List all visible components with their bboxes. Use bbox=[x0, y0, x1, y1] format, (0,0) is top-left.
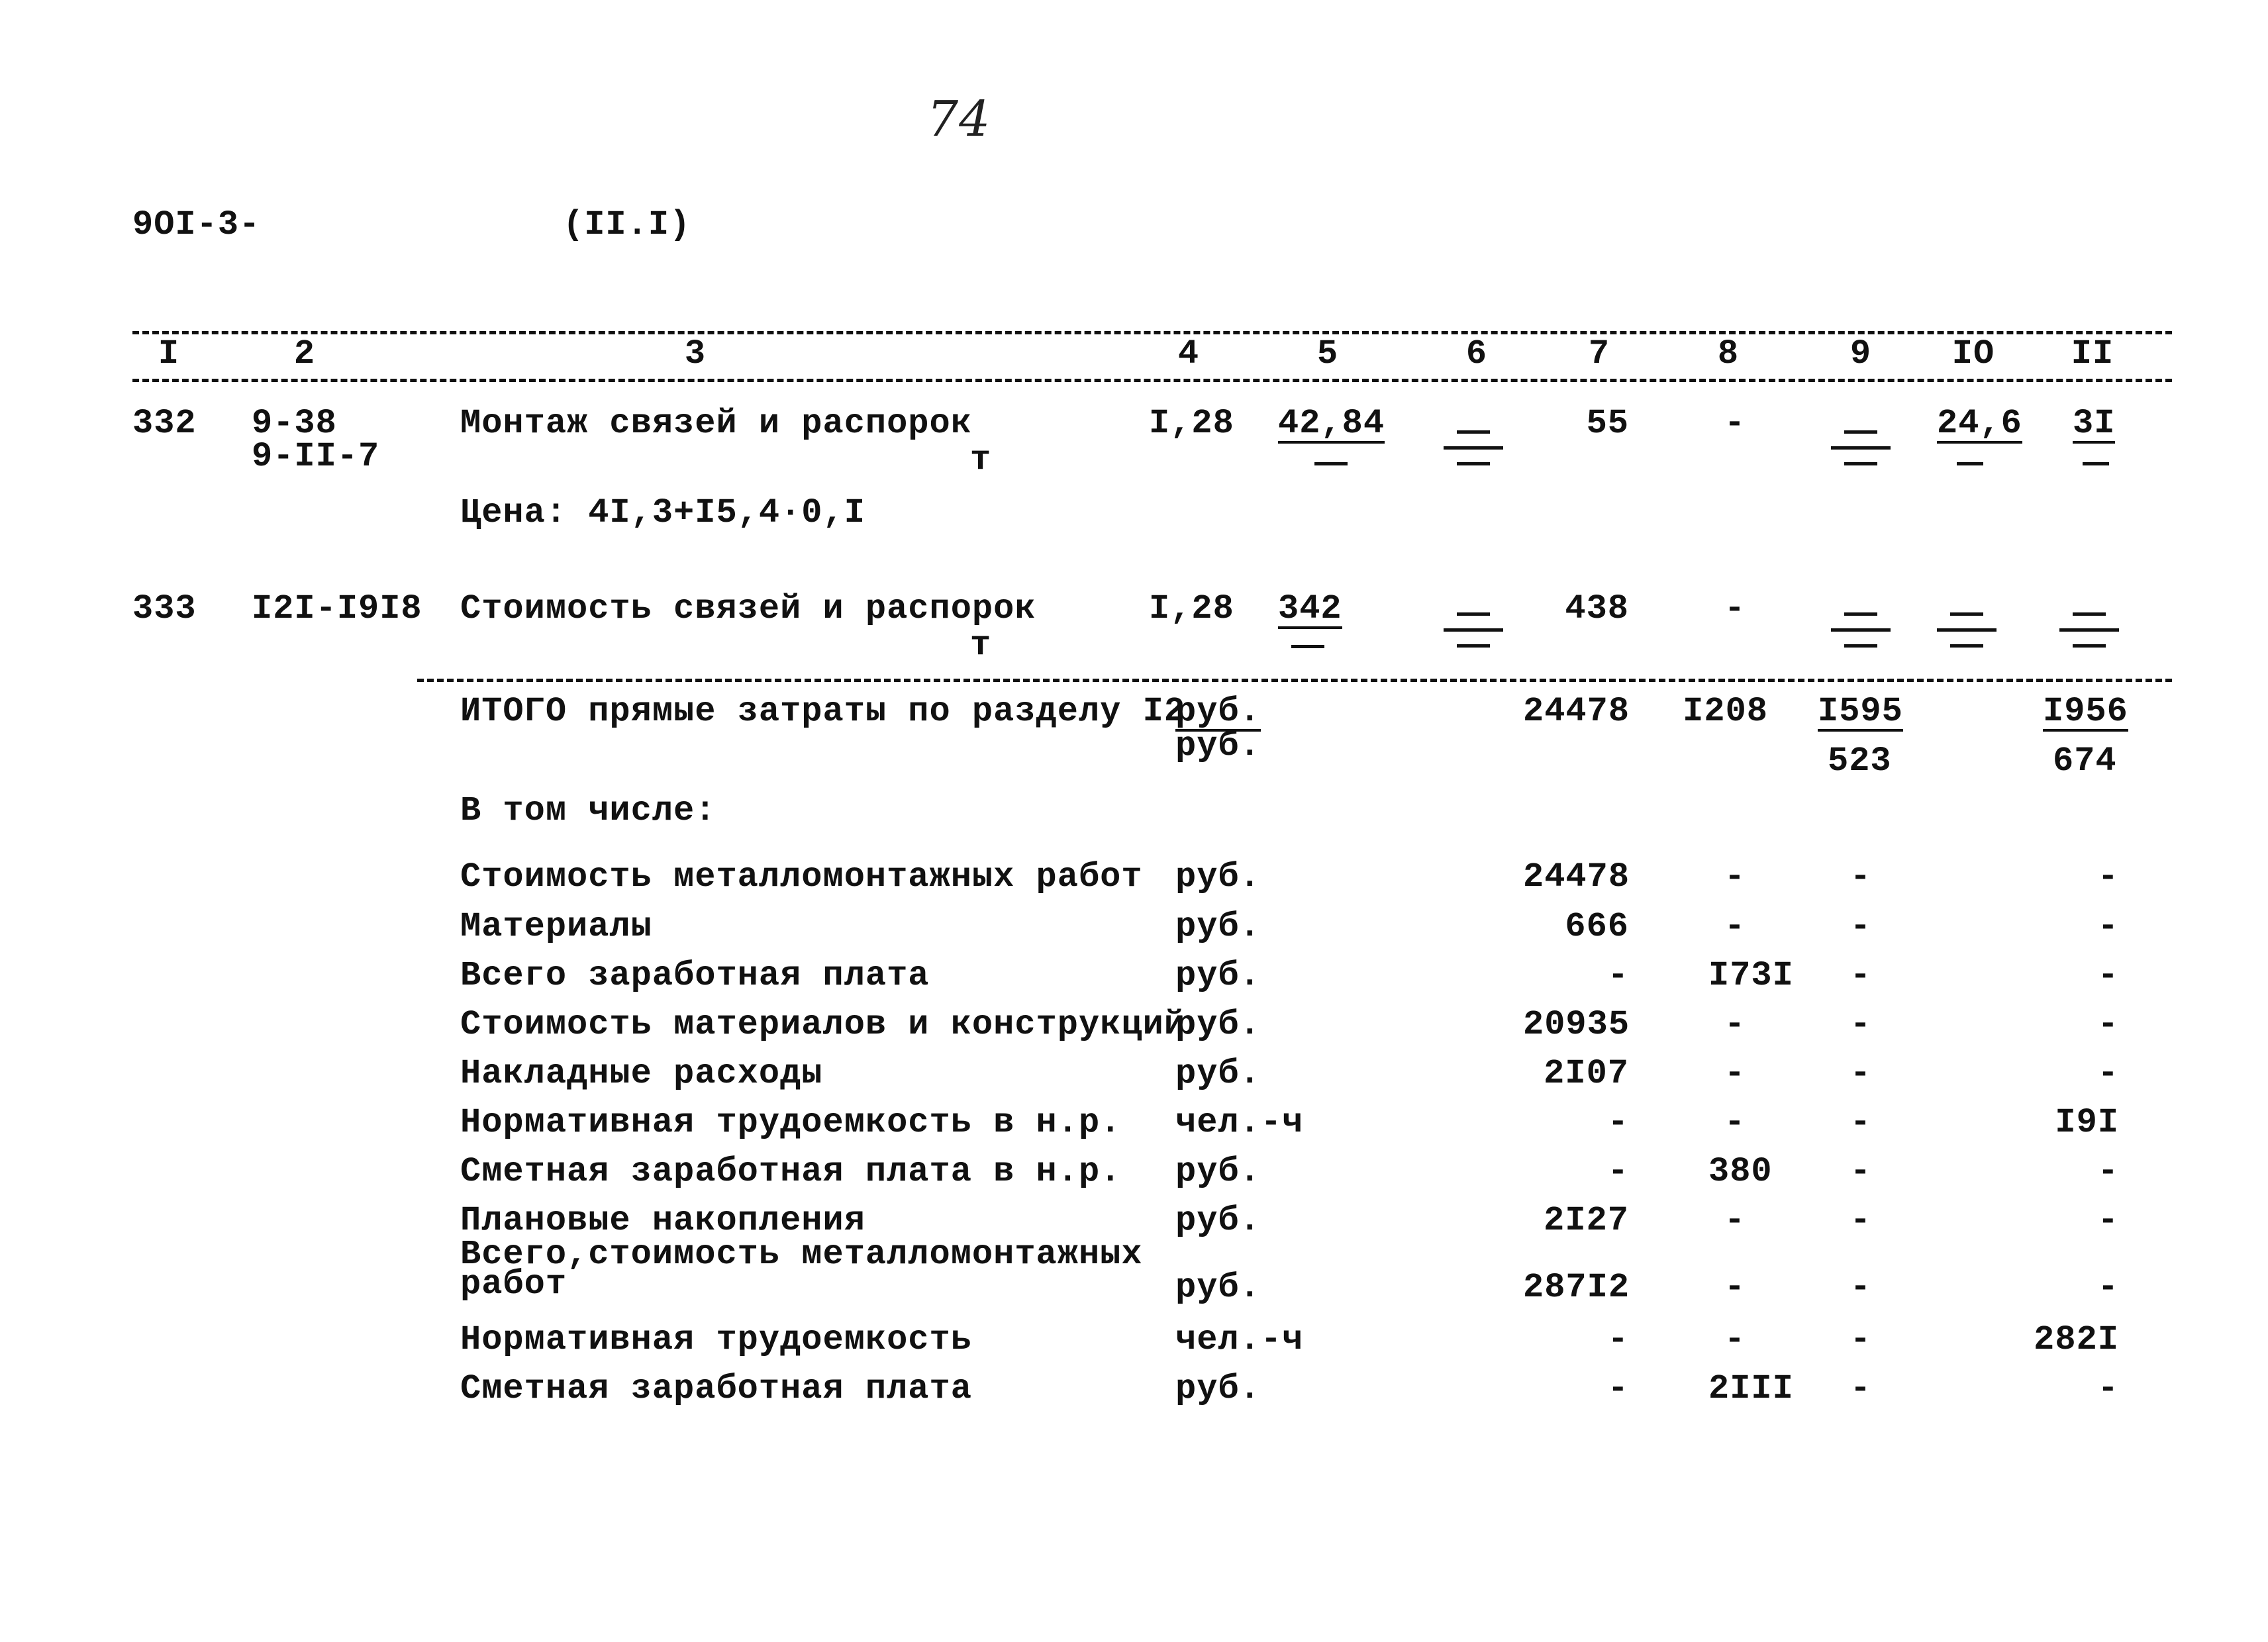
breakdown-row-8-col11: - bbox=[2097, 1268, 2119, 1307]
breakdown-row-3-col11: - bbox=[2097, 1005, 2119, 1044]
col-header-9: 9 bbox=[1849, 334, 1872, 373]
breakdown-row-10-label: Сметная заработная плата bbox=[460, 1369, 972, 1408]
row-332-code-1: 9-38 bbox=[252, 404, 337, 443]
row-333-col4: I,28 bbox=[1149, 589, 1234, 628]
including-label: В том числе: bbox=[460, 791, 716, 830]
breakdown-row-9-label: Нормативная трудоемкость bbox=[460, 1320, 972, 1359]
row-333-col5 bbox=[1278, 589, 1342, 629]
breakdown-row-9-col11: 282I bbox=[2034, 1320, 2119, 1359]
row-332-col10-bar bbox=[1957, 462, 1983, 465]
col-header-1: I bbox=[158, 334, 180, 373]
totals-rule bbox=[417, 679, 2172, 682]
breakdown-row-1-col8: - bbox=[1724, 907, 1746, 946]
breakdown-row-6-col7: - bbox=[1607, 1152, 1629, 1191]
row-333-col7: 438 bbox=[1565, 589, 1629, 628]
breakdown-row-6-col9: - bbox=[1849, 1152, 1872, 1191]
header-bottom-rule bbox=[132, 379, 2172, 382]
row-332-col5-value: 42,84 bbox=[1278, 404, 1385, 443]
total-unit-1-value: руб. bbox=[1175, 692, 1261, 731]
total-col9-top-value: I595 bbox=[1818, 692, 1903, 731]
row-332-col5-bar bbox=[1314, 462, 1348, 465]
breakdown-row-0-col8: - bbox=[1724, 857, 1746, 896]
row-332-col10-value: 24,6 bbox=[1937, 404, 2022, 443]
breakdown-row-4-col11: - bbox=[2097, 1054, 2119, 1093]
row-333-col5-value: 342 bbox=[1278, 589, 1342, 628]
breakdown-row-8-col9: - bbox=[1849, 1268, 1872, 1307]
col-header-8: 8 bbox=[1717, 334, 1740, 373]
document-code: 9OI-3- bbox=[132, 205, 261, 244]
breakdown-row-7-col7: 2I27 bbox=[1544, 1201, 1629, 1240]
row-332-col10 bbox=[1937, 404, 2022, 444]
row-333-col5-bar bbox=[1291, 645, 1324, 648]
breakdown-row-2-col11: - bbox=[2097, 956, 2119, 995]
breakdown-row-0-col9: - bbox=[1849, 857, 1872, 896]
total-label: ИТОГО прямые затраты по разделу I2 bbox=[460, 692, 1185, 731]
page-number: 74 bbox=[927, 91, 991, 148]
col-header-7: 7 bbox=[1588, 334, 1610, 373]
breakdown-row-2-col7: - bbox=[1607, 956, 1629, 995]
breakdown-row-8-label-cont: работ bbox=[460, 1265, 567, 1304]
breakdown-row-0-unit: руб. bbox=[1175, 857, 1261, 896]
row-332-price-note: Цена: 4I,3+I5,4·0,I bbox=[460, 493, 865, 532]
breakdown-row-8-col8: - bbox=[1724, 1268, 1746, 1307]
breakdown-row-5-col11: I9I bbox=[2055, 1103, 2119, 1142]
breakdown-row-2-label: Всего заработная плата bbox=[460, 956, 930, 995]
breakdown-row-9-col8: - bbox=[1724, 1320, 1746, 1359]
breakdown-row-3-unit: руб. bbox=[1175, 1005, 1261, 1044]
row-332-code-2: 9-II-7 bbox=[252, 437, 380, 476]
breakdown-row-4-unit: руб. bbox=[1175, 1054, 1261, 1093]
breakdown-row-2-col8: I73I bbox=[1708, 956, 1794, 995]
row-332-col8: - bbox=[1724, 404, 1746, 443]
breakdown-row-5-col7: - bbox=[1607, 1103, 1629, 1142]
total-col11-top bbox=[2043, 692, 2128, 732]
breakdown-row-10-col8: 2III bbox=[1708, 1369, 1794, 1408]
breakdown-row-7-label: Плановые накопления bbox=[460, 1201, 865, 1240]
breakdown-row-7-col9: - bbox=[1849, 1201, 1872, 1240]
breakdown-row-10-col9: - bbox=[1849, 1369, 1872, 1408]
breakdown-row-8-unit: руб. bbox=[1175, 1268, 1261, 1307]
breakdown-row-3-col7: 20935 bbox=[1523, 1005, 1630, 1044]
total-col9-top bbox=[1818, 692, 1903, 732]
row-332-col5 bbox=[1278, 404, 1385, 444]
row-332-col4: I,28 bbox=[1149, 404, 1234, 443]
breakdown-row-4-col9: - bbox=[1849, 1054, 1872, 1093]
breakdown-row-6-label: Сметная заработная плата в н.р. bbox=[460, 1152, 1122, 1191]
total-col7: 24478 bbox=[1523, 692, 1630, 731]
breakdown-row-3-col9: - bbox=[1849, 1005, 1872, 1044]
breakdown-row-0-col11: - bbox=[2097, 857, 2119, 896]
col-header-2: 2 bbox=[293, 334, 316, 373]
breakdown-row-8-label: Всего,стоимость металломонтажных bbox=[460, 1235, 1143, 1274]
row-333-code: I2I-I9I8 bbox=[252, 589, 422, 628]
breakdown-row-10-col11: - bbox=[2097, 1369, 2119, 1408]
breakdown-row-6-col8: 380 bbox=[1708, 1152, 1773, 1191]
breakdown-row-10-col7: - bbox=[1607, 1369, 1629, 1408]
row-333-unit: т bbox=[970, 626, 992, 665]
row-333-col8: - bbox=[1724, 589, 1746, 628]
breakdown-row-0-col7: 24478 bbox=[1523, 857, 1630, 896]
breakdown-row-7-col11: - bbox=[2097, 1201, 2119, 1240]
row-332-col7: 55 bbox=[1586, 404, 1629, 443]
breakdown-row-0-label: Стоимость металломонтажных работ bbox=[460, 857, 1143, 896]
total-unit-1 bbox=[1175, 692, 1261, 732]
row-333-number: 333 bbox=[132, 589, 197, 628]
breakdown-row-9-unit: чел.-ч bbox=[1175, 1320, 1304, 1359]
row-332-col11 bbox=[2073, 404, 2115, 444]
breakdown-row-9-col9: - bbox=[1849, 1320, 1872, 1359]
breakdown-row-2-unit: руб. bbox=[1175, 956, 1261, 995]
breakdown-row-1-col11: - bbox=[2097, 907, 2119, 946]
total-col8: I208 bbox=[1683, 692, 1768, 731]
total-col11-top-value: I956 bbox=[2043, 692, 2128, 731]
col-header-3: 3 bbox=[684, 334, 707, 373]
total-unit-2: руб. bbox=[1175, 726, 1261, 765]
row-332-number: 332 bbox=[132, 404, 197, 443]
breakdown-row-7-col8: - bbox=[1724, 1201, 1746, 1240]
row-332-name: Монтаж связей и распорок bbox=[460, 404, 972, 443]
breakdown-row-1-label: Материалы bbox=[460, 907, 652, 946]
breakdown-row-1-unit: руб. bbox=[1175, 907, 1261, 946]
breakdown-row-3-label: Стоимость материалов и конструкций bbox=[460, 1005, 1185, 1044]
row-332-unit: т bbox=[970, 440, 992, 479]
col-header-5: 5 bbox=[1316, 334, 1339, 373]
breakdown-row-6-col11: - bbox=[2097, 1152, 2119, 1191]
breakdown-row-4-label: Накладные расходы bbox=[460, 1054, 823, 1093]
col-header-11: II bbox=[2071, 334, 2114, 373]
breakdown-row-2-col9: - bbox=[1849, 956, 1872, 995]
breakdown-row-1-col7: 666 bbox=[1565, 907, 1629, 946]
row-333-name: Стоимость связей и распорок bbox=[460, 589, 1036, 628]
breakdown-row-1-col9: - bbox=[1849, 907, 1872, 946]
breakdown-row-7-unit: руб. bbox=[1175, 1201, 1261, 1240]
breakdown-row-9-col7: - bbox=[1607, 1320, 1629, 1359]
row-332-col11-value: 3I bbox=[2073, 404, 2116, 443]
col-header-10: IO bbox=[1951, 334, 1995, 373]
breakdown-row-5-unit: чел.-ч bbox=[1175, 1103, 1304, 1142]
breakdown-row-5-label: Нормативная трудоемкость в н.р. bbox=[460, 1103, 1122, 1142]
col-header-4: 4 bbox=[1177, 334, 1200, 373]
section-reference: (II.I) bbox=[563, 205, 691, 244]
total-col11-bottom: 674 bbox=[2053, 742, 2117, 781]
breakdown-row-3-col8: - bbox=[1724, 1005, 1746, 1044]
breakdown-row-4-col7: 2I07 bbox=[1544, 1054, 1629, 1093]
breakdown-row-4-col8: - bbox=[1724, 1054, 1746, 1093]
row-332-col11-bar bbox=[2083, 462, 2109, 465]
breakdown-row-5-col9: - bbox=[1849, 1103, 1872, 1142]
total-col9-bottom: 523 bbox=[1828, 742, 1892, 781]
breakdown-row-5-col8: - bbox=[1724, 1103, 1746, 1142]
col-header-6: 6 bbox=[1465, 334, 1488, 373]
breakdown-row-10-unit: руб. bbox=[1175, 1369, 1261, 1408]
breakdown-row-6-unit: руб. bbox=[1175, 1152, 1261, 1191]
breakdown-row-8-col7: 287I2 bbox=[1523, 1268, 1630, 1307]
